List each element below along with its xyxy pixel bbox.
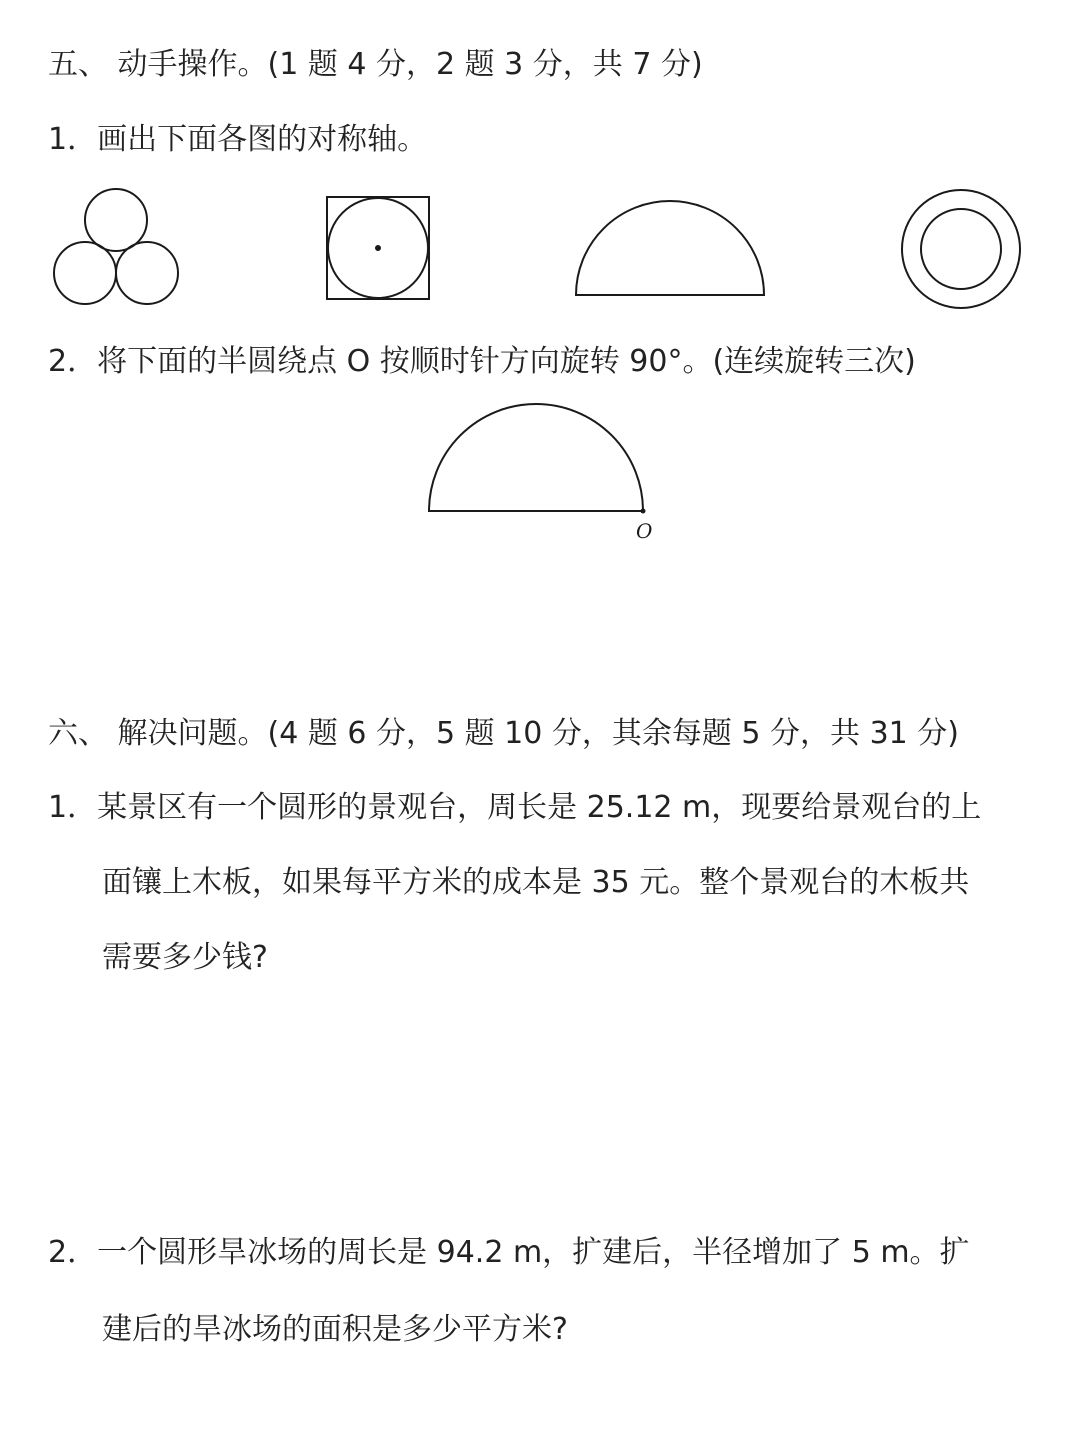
rotation-semicircle-figure [420,398,660,548]
point-o-label: O [636,519,653,543]
section6-question-2-line-1: 2．一个圆形旱冰场的周长是 94.2 m，扩建后，半径增加了 5 m。扩 [48,1235,970,1270]
section6-question-2-line-2: 建后的旱冰场的面积是多少平方米? [102,1312,568,1347]
semicircle [576,201,764,295]
point-o-dot [641,509,646,514]
section5-question-2: 2．将下面的半圆绕点 O 按顺时针方向旋转 90°。(连续旋转三次) [48,344,916,379]
section6-question-1-line-1: 1．某景区有一个圆形的景观台，周长是 25.12 m，现要给景观台的上 [48,790,982,825]
semicircle-figure [570,195,770,300]
section5-heading: 五、 动手操作。(1 题 4 分，2 题 3 分，共 7 分) [48,47,703,82]
section6-question-1-line-3: 需要多少钱? [102,940,268,975]
section6-question-1-line-2: 面镶上木板，如果每平方米的成本是 35 元。整个景观台的木板共 [102,865,970,900]
section5-question-1: 1．画出下面各图的对称轴。 [48,122,428,157]
ring-figure [898,186,1024,312]
top-circle [85,189,147,251]
three-circles-figure [50,185,185,310]
section6-heading: 六、 解决问题。(4 题 6 分，5 题 10 分，其余每题 5 分，共 31 分) [48,716,960,751]
center-dot [375,245,381,251]
inner-circle [921,209,1001,289]
rotation-semicircle [429,404,643,511]
bottom-left-circle [54,242,116,304]
bottom-right-circle [116,242,178,304]
circle-in-square-figure [322,192,434,304]
outer-circle [902,190,1020,308]
